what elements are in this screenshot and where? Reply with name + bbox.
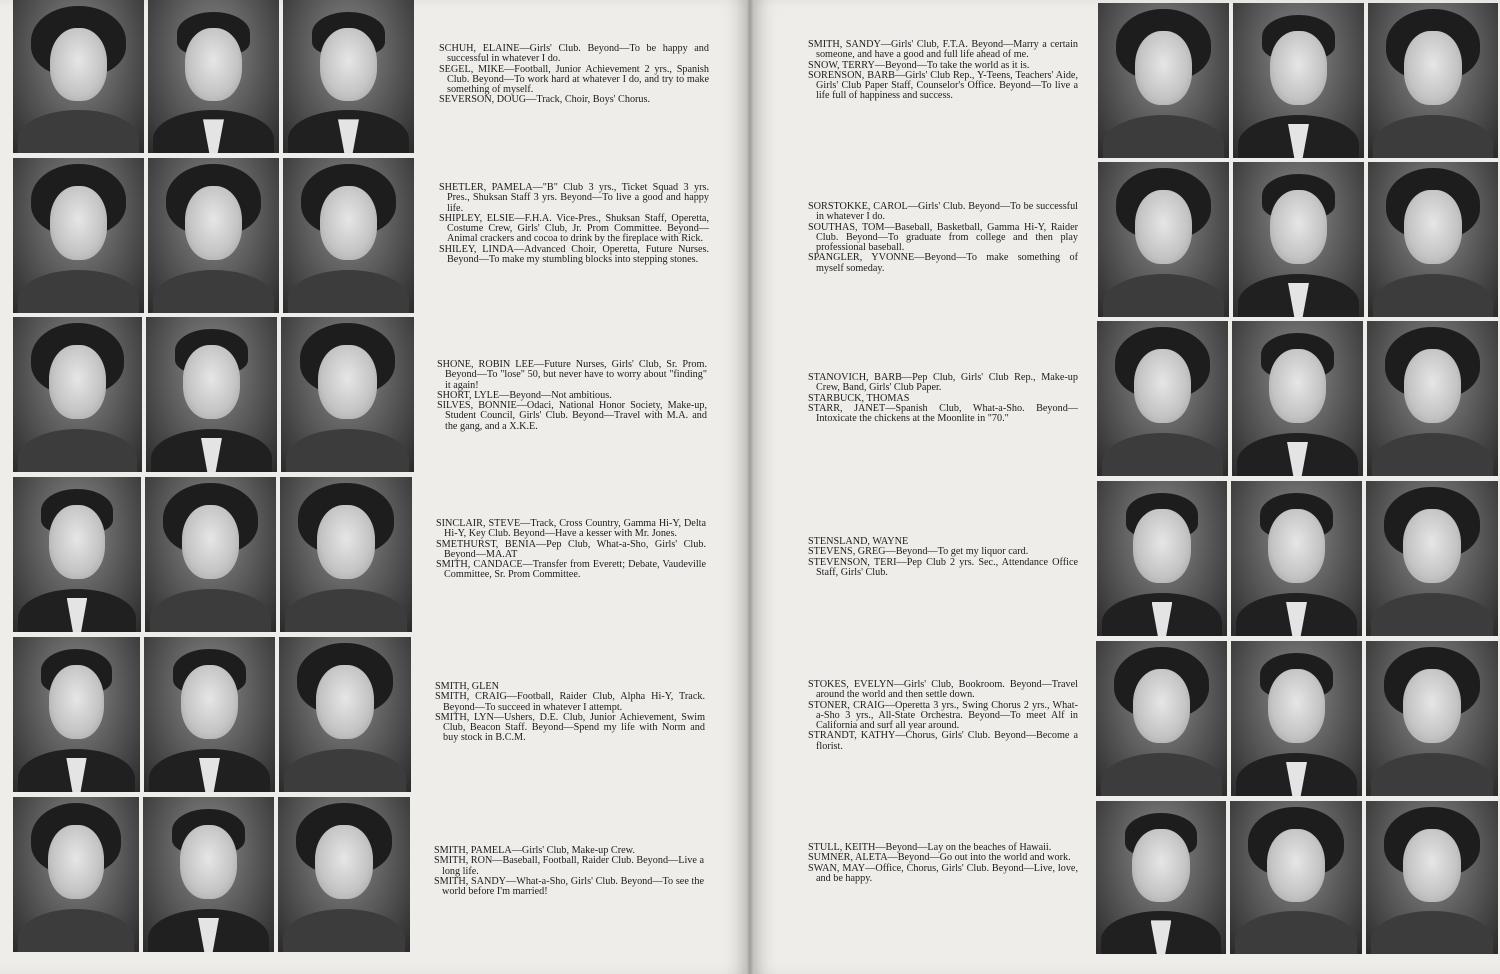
student-entry: STARBUCK, THOMAS	[808, 392, 910, 404]
student-entry: SMITH, CRAIG—Football, Raider Club, Alpha Hi-Y, Track. Beyond—To succeed in whatever I attempt.	[435, 691, 705, 713]
student-entry: SOUTHAS, TOM—Baseball, Basketball, Gamma Hi-Y, Raider Club. Beyond—To graduate from college and then play professional baseball.	[808, 221, 1078, 254]
portrait-photo	[1097, 481, 1227, 636]
student-entry: SPANGLER, YVONNE—Beyond—To make something of myself someday.	[808, 252, 1078, 274]
student-entry: STENSLAND, WAYNE	[808, 536, 909, 547]
portrait-photo	[1096, 641, 1227, 796]
student-entry: STEVENS, GREG—Beyond—To get my liquor card.	[808, 546, 1029, 558]
caption-group-right-1	[808, 40, 1078, 102]
portrait-photo	[148, 158, 279, 313]
book-gutter	[746, 0, 754, 974]
portrait-photo	[148, 0, 279, 153]
caption-group-left-3	[437, 360, 707, 432]
portrait-photo	[13, 637, 140, 792]
student-entry: SINCLAIR, STEVE—Track, Cross Country, Gamma Hi-Y, Delta Hi-Y, Key Club. Beyond—Have a kesser with Mr. Jones.	[436, 518, 706, 540]
student-entry: SORSTOKKE, CAROL—Girls' Club. Beyond—To be successful in whatever I do.	[808, 201, 1078, 223]
student-entry: SWAN, MAY—Office, Chorus, Girls' Club. Beyond—Live, love, and be happy.	[808, 862, 1078, 884]
portrait-photo	[279, 637, 411, 792]
student-entry: STANOVICH, BARB—Pep Club, Girls' Club Rep., Make-up Crew, Band, Girls' Club Paper.	[808, 372, 1078, 394]
portrait-photo	[278, 797, 410, 952]
portrait-photo	[1366, 481, 1498, 636]
portrait-photo	[1230, 801, 1362, 954]
student-entry: SHONE, ROBIN LEE—Future Nurses, Girls' Club, Sr. Prom. Beyond—To "lose" 50, but never have to worry about "finding" it again!	[437, 359, 707, 391]
student-entry: SMITH, PAMELA—Girls' Club, Make-up Crew.	[434, 845, 635, 856]
portrait-photo	[1367, 321, 1498, 476]
student-entry: SMITH, SANDY—What-a-Sho, Girls' Club. Beyond—To see the world before I'm married!	[434, 875, 704, 898]
student-entry: SMITH, RON—Baseball, Football, Raider Club. Beyond—Live a long life.	[434, 855, 704, 877]
portrait-photo	[1366, 801, 1498, 954]
portrait-photo	[1233, 162, 1364, 317]
student-entry: SCHUH, ELAINE—Girls' Club. Beyond—To be happy and successful in whatever I do.	[439, 43, 709, 65]
portrait-photo	[283, 0, 414, 153]
student-entry: SEVERSON, DOUG—Track, Choir, Boys' Chorus.	[439, 94, 651, 106]
caption-group-left-2	[439, 183, 709, 265]
portrait-photo	[1368, 3, 1498, 158]
portrait-photo	[13, 0, 144, 153]
caption-group-right-2	[808, 202, 1078, 274]
portrait-photo	[1231, 641, 1362, 796]
portrait-photo	[1368, 162, 1498, 317]
student-entry: SMITH, SANDY—Girls' Club, F.T.A. Beyond—Marry a certain someone, and have a good and full life ahead of me.	[808, 39, 1078, 61]
portrait-photo	[1096, 801, 1226, 954]
portrait-photo	[13, 317, 142, 472]
student-entry: SHETLER, PAMELA—"B" Club 3 yrs., Ticket Squad 3 yrs. Pres., Shuksan Staff 3 yrs. Beyond—To live a good and happy life.	[439, 182, 709, 214]
portrait-photo	[143, 797, 274, 952]
student-entry: SUMNER, ALETA—Beyond—Go out into the world and work.	[808, 852, 1071, 864]
caption-group-right-5	[808, 680, 1078, 752]
student-entry: STONER, CRAIG—Operetta 3 yrs., Swing Chorus 2 yrs., What-a-Sho 3 yrs., All-State Orchestra. Beyond—To meet Alf in California and surf all year around.	[808, 699, 1078, 732]
portrait-photo	[145, 477, 276, 632]
student-entry: SHORT, LYLE—Beyond—Not ambitious.	[437, 389, 612, 401]
student-entry: SEGEL, MIKE—Football, Junior Achievement 2 yrs., Spanish Club. Beyond—To work hard at whatever I do, and try to make something of myself.	[439, 63, 709, 96]
student-entry: STEVENSON, TERI—Pep Club 2 yrs. Sec., Attendance Office Staff, Girls' Club.	[808, 556, 1078, 578]
student-entry: SMETHURST, BENIA—Pep Club, What-a-Sho, Girls' Club. Beyond—MA.AT	[436, 538, 706, 560]
portrait-photo	[13, 477, 141, 632]
student-entry: SORENSON, BARB—Girls' Club Rep., Y-Teens, Teachers' Aide, Girls' Club Paper Staff, Counselor's Office. Beyond—To live a life full of happiness and success.	[808, 69, 1078, 102]
portrait-photo	[283, 158, 414, 313]
student-entry: STOKES, EVELYN—Girls' Club, Bookroom. Beyond—Travel around the world and then settle down.	[808, 679, 1078, 701]
portrait-photo	[1098, 162, 1229, 317]
student-entry: STRANDT, KATHY—Chorus, Girls' Club. Beyond—Become a florist.	[808, 730, 1078, 752]
student-entry: SHIPLEY, ELSIE—F.H.A. Vice-Pres., Shuksan Staff, Operetta, Costume Crew, Girls' Club, Jr. Prom Committee. Beyond—Animal crackers and cocoa to drink by the fireplace with Rick.	[439, 212, 709, 245]
portrait-photo	[281, 317, 414, 472]
student-entry: SILVES, BONNIE—Odaci, National Honor Society, Make-up, Student Council, Girls' Club. Beyond—Travel with M.A. and the gang, and a X.K.E.	[437, 400, 707, 432]
caption-group-right-3	[808, 373, 1078, 424]
caption-group-right-4	[808, 537, 1078, 578]
portrait-photo	[1097, 321, 1228, 476]
portrait-photo	[146, 317, 277, 472]
portrait-photo	[1231, 481, 1362, 636]
portrait-photo	[1098, 3, 1229, 158]
caption-group-left-5	[435, 682, 705, 744]
portrait-photo	[1366, 641, 1498, 796]
caption-group-left-6	[434, 846, 704, 897]
student-entry: SHILEY, LINDA—Advanced Choir, Operetta, Future Nurses. Beyond—To make my stumbling blocks into stepping stones.	[439, 243, 709, 266]
portrait-photo	[280, 477, 412, 632]
caption-group-left-4	[436, 519, 706, 581]
student-entry: STULL, KEITH—Beyond—Lay on the beaches of Hawaii.	[808, 842, 1052, 853]
student-entry: SMITH, GLEN	[435, 681, 499, 692]
portrait-photo	[144, 637, 275, 792]
portrait-photo	[13, 797, 139, 952]
portrait-photo	[1233, 3, 1364, 158]
student-entry: SNOW, TERRY—Beyond—To take the world as it is.	[808, 59, 1030, 71]
student-entry: SMITH, CANDACE—Transfer from Everett; Debate, Vaudeville Committee, Sr. Prom Committee.	[436, 559, 706, 581]
portrait-photo	[1232, 321, 1363, 476]
portrait-photo	[13, 158, 144, 313]
caption-group-right-6	[808, 843, 1078, 884]
student-entry: STARR, JANET—Spanish Club, What-a-Sho. Beyond—Intoxicate the chickens at the Moonlite in "70."	[808, 402, 1078, 425]
student-entry: SMITH, LYN—Ushers, D.E. Club, Junior Achievement, Swim Club, Beacon Staff. Beyond—Spend my life with Norm and buy stock in B.C.M.	[435, 711, 705, 744]
caption-group-left-1	[439, 44, 709, 106]
